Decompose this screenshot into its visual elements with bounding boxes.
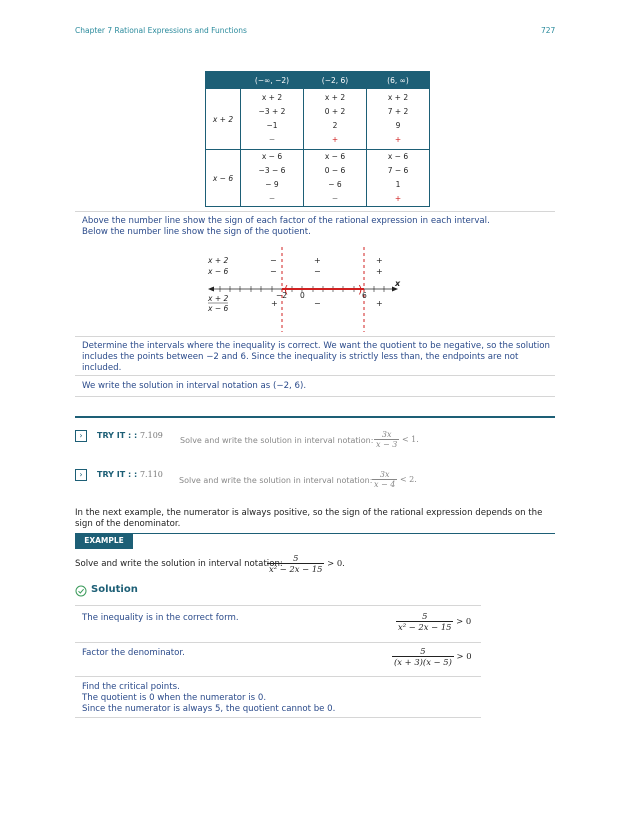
sign-mark: +: [271, 299, 278, 308]
sign-table: [205, 71, 430, 207]
cell-line: 9: [395, 121, 401, 130]
divider: [75, 676, 481, 677]
cell-line: x − 6: [261, 152, 283, 161]
solution-step-math: [392, 646, 472, 667]
solution-step-math: [396, 611, 471, 632]
cell-line: − 9: [265, 180, 279, 189]
factor2-label: x − 6: [208, 267, 229, 276]
column-header: (−2, 6): [304, 72, 367, 89]
try-it-number: 7.109: [139, 431, 163, 440]
cell-line: x + 2: [324, 93, 346, 102]
solution-step-text: Find the critical points.: [82, 682, 180, 692]
relation: > 0: [456, 651, 472, 661]
axis-label-x: x: [395, 279, 401, 288]
cell-line: x − 6: [387, 152, 409, 161]
cell-line: 0 − 6: [324, 166, 346, 175]
cell-line: x + 2: [387, 93, 409, 102]
solution-step-text: Factor the denominator.: [82, 648, 185, 658]
fraction-denominator: x − 3: [376, 440, 398, 449]
solution-step-text: Since the numerator is always 5, the quotient cannot be 0.: [82, 704, 336, 714]
row-label: x + 2: [206, 89, 241, 150]
sign-mark: −: [270, 267, 277, 276]
try-it-prompt: Solve and write the solution in interval notation:: [180, 436, 374, 445]
table-cell: [241, 89, 304, 150]
divider: [75, 642, 481, 643]
step-text: Below the number line show the sign of the quotient.: [82, 227, 311, 237]
divider: [75, 605, 481, 606]
relation: > 0: [456, 616, 472, 626]
relation: > 0.: [327, 558, 345, 568]
table-cell: [367, 89, 430, 150]
fraction: [392, 646, 454, 667]
check-circle-icon: [75, 585, 87, 597]
chapter-header: Chapter 7 Rational Expressions and Functions: [75, 26, 247, 35]
sign-number-line: [200, 242, 410, 336]
cell-line: 1: [395, 180, 401, 189]
expand-chevron-icon[interactable]: ›: [75, 469, 87, 481]
step-text: Above the number line show the sign of each factor of the rational expression in each interval.: [82, 216, 490, 226]
cell-line: x − 6: [324, 152, 346, 161]
factor1-label: x + 2: [208, 256, 229, 265]
table-cell: [304, 150, 367, 207]
page-number: 727: [541, 26, 556, 35]
cell-sign: +: [394, 194, 402, 203]
tick-label-0: 0: [300, 291, 305, 300]
try-it-label: [97, 431, 163, 440]
cell-line: −1: [266, 121, 278, 130]
example-tag: EXAMPLE 7.56: [75, 533, 133, 549]
solution-heading: Solution: [91, 584, 138, 595]
fraction: [372, 470, 397, 489]
try-it-fraction: [372, 470, 417, 489]
cell-sign: −: [268, 135, 276, 144]
cell-line: x + 2: [261, 93, 283, 102]
fraction-denominator: x − 4: [374, 480, 396, 489]
table-cell: [241, 150, 304, 207]
example-prompt: Solve and write the solution in interval notation:: [75, 559, 283, 569]
relation: < 2.: [399, 475, 417, 484]
relation: < 1.: [401, 435, 419, 444]
example-fraction: [267, 553, 345, 574]
tick-label-neg2: −2: [276, 291, 288, 300]
cell-line: 7 + 2: [387, 107, 409, 116]
fraction: [396, 611, 453, 632]
table-cell: [367, 150, 430, 207]
open-paren-right: ): [358, 283, 363, 296]
cell-sign: +: [394, 135, 402, 144]
fraction: [267, 553, 324, 574]
fraction-numerator: 3x: [374, 430, 399, 440]
try-it-label: [97, 470, 163, 479]
cell-sign: −: [331, 194, 339, 203]
sign-mark: +: [376, 299, 383, 308]
quotient-denominator-label: x − 6: [208, 304, 229, 313]
cell-sign: +: [331, 135, 339, 144]
try-it-number: 7.110: [139, 470, 163, 479]
solution-step-text: The inequality is in the correct form.: [82, 613, 239, 623]
sign-mark: −: [314, 299, 321, 308]
row-label: x − 6: [206, 150, 241, 207]
step-text: Determine the intervals where the inequality is correct. We want the quotient to be negative, so the solution includes the points between −2 and 6. Since the inequality is strictly less than, the endpoints are not included.: [82, 341, 550, 373]
try-it-fraction: [374, 430, 419, 449]
tick-label-6: 6: [362, 291, 367, 300]
open-paren-left: (: [284, 283, 289, 296]
sign-mark: +: [376, 256, 383, 265]
sign-mark: +: [376, 267, 383, 276]
fraction: [374, 430, 399, 449]
fraction-denominator: (x + 3)(x − 5): [394, 657, 452, 667]
divider: [75, 336, 555, 337]
fraction-denominator: x² − 2x − 15: [398, 622, 452, 632]
cell-line: 0 + 2: [324, 107, 346, 116]
fraction-denominator: x² − 2x − 15: [269, 564, 323, 574]
column-header: (6, ∞): [367, 72, 430, 89]
cell-line: − 6: [328, 180, 342, 189]
expand-chevron-icon[interactable]: ›: [75, 430, 87, 442]
fraction-numerator: 5: [396, 611, 453, 622]
cell-sign: −: [268, 194, 276, 203]
sign-mark: −: [314, 267, 321, 276]
step-text: We write the solution in interval notation as (−2, 6).: [82, 381, 307, 391]
intro-paragraph: In the next example, the numerator is always positive, so the sign of the rational expression depends on the sign of the denominator.: [75, 508, 543, 529]
sign-mark: +: [314, 256, 321, 265]
cell-line: −3 + 2: [258, 107, 286, 116]
cell-line: 2: [332, 121, 338, 130]
fraction-numerator: 5: [267, 553, 324, 564]
divider: [75, 717, 481, 718]
solution-step-text: The quotient is 0 when the numerator is 0.: [82, 693, 267, 703]
sign-mark: −: [270, 256, 277, 265]
example-rule: [133, 533, 555, 534]
sign-table-corner: [206, 72, 241, 89]
try-it-divider: [75, 416, 555, 418]
quotient-numerator-label: x + 2: [208, 294, 229, 303]
cell-line: −3 − 6: [258, 166, 286, 175]
axis-left-arrow: [208, 287, 214, 292]
divider: [75, 375, 555, 376]
try-it-label-text: TRY IT : :: [97, 470, 138, 479]
column-header: (−∞, −2): [241, 72, 304, 89]
table-cell: [304, 89, 367, 150]
fraction-numerator: 3x: [372, 470, 397, 480]
divider: [75, 211, 555, 212]
fraction-numerator: 5: [392, 646, 454, 657]
try-it-label-text: TRY IT : :: [97, 431, 138, 440]
divider: [75, 396, 555, 397]
cell-line: 7 − 6: [387, 166, 409, 175]
try-it-prompt: Solve and write the solution in interval notation:: [179, 476, 373, 485]
